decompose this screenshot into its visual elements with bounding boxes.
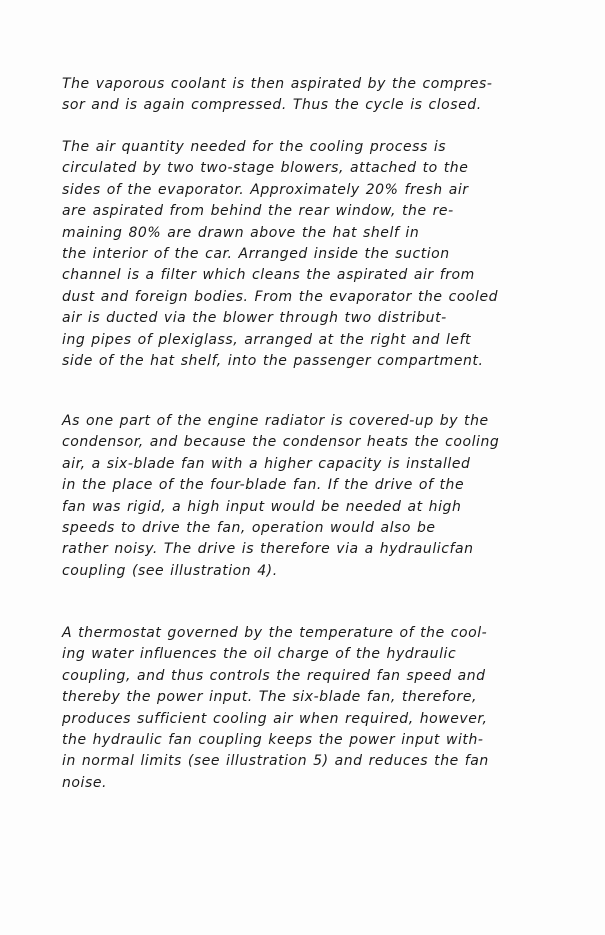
paragraph-compressor-cycle <box>62 74 552 117</box>
text-line: the interior of the car. Arranged inside the suction <box>62 246 450 263</box>
text-line: sor and is again compressed. Thus the cycle is closed. <box>62 97 482 114</box>
paragraph-air-circulation <box>62 137 552 372</box>
text-line: in the place of the four-blade fan. If the drive of the <box>62 477 465 494</box>
text-line: air is ducted via the blower through two distribut- <box>62 310 447 327</box>
text-line: thereby the power input. The six-blade fan, therefore, <box>62 689 477 706</box>
text-line: As one part of the engine radiator is covered-up by the <box>62 413 489 429</box>
text-line: The vaporous coolant is then aspirated by the compres- <box>62 76 493 92</box>
text-line: condensor, and because the condensor heats the cooling <box>62 434 500 451</box>
text-line: produces sufficient cooling air when required, however, <box>62 710 488 727</box>
text-line: ing water influences the oil charge of the hydraulic <box>62 646 457 663</box>
text-line: are aspirated from behind the rear window, the re- <box>62 203 454 220</box>
text-line: A thermostat governed by the temperature of the cool- <box>62 625 488 641</box>
text-line: coupling (see illustration 4). <box>62 562 278 579</box>
text-line: noise. <box>62 774 107 791</box>
text-line: maining 80% are drawn above the hat shelf in <box>62 224 420 241</box>
paragraph-fan-drive <box>62 411 552 582</box>
text-line: coupling, and thus controls the required fan speed and <box>62 667 486 684</box>
text-line: speeds to drive the fan, operation would also be <box>62 520 436 537</box>
text-line: side of the hat shelf, into the passenger compartment. <box>62 353 484 370</box>
text-line: the hydraulic fan coupling keeps the power input with- <box>62 732 484 749</box>
text-line: fan was rigid, a high input would be needed at high <box>62 498 462 515</box>
text-line: dust and foreign bodies. From the evaporator the cooled <box>62 288 499 305</box>
text-line: rather noisy. The drive is therefore via a hydraulicfan <box>62 541 474 558</box>
text-line: air, a six-blade fan with a higher capacity is installed <box>62 455 471 472</box>
text-line: The air quantity needed for the cooling process is <box>62 139 447 155</box>
text-line: channel is a filter which cleans the aspirated air from <box>62 267 475 284</box>
text-line: ing pipes of plexiglass, arranged at the right and left <box>62 331 472 348</box>
text-line: sides of the evaporator. Approximately 20% fresh air <box>62 181 469 198</box>
text-line: in normal limits (see illustration 5) and reduces the fan <box>62 753 489 770</box>
text-line: circulated by two two-stage blowers, attached to the <box>62 160 469 177</box>
paragraph-thermostat <box>62 623 552 794</box>
